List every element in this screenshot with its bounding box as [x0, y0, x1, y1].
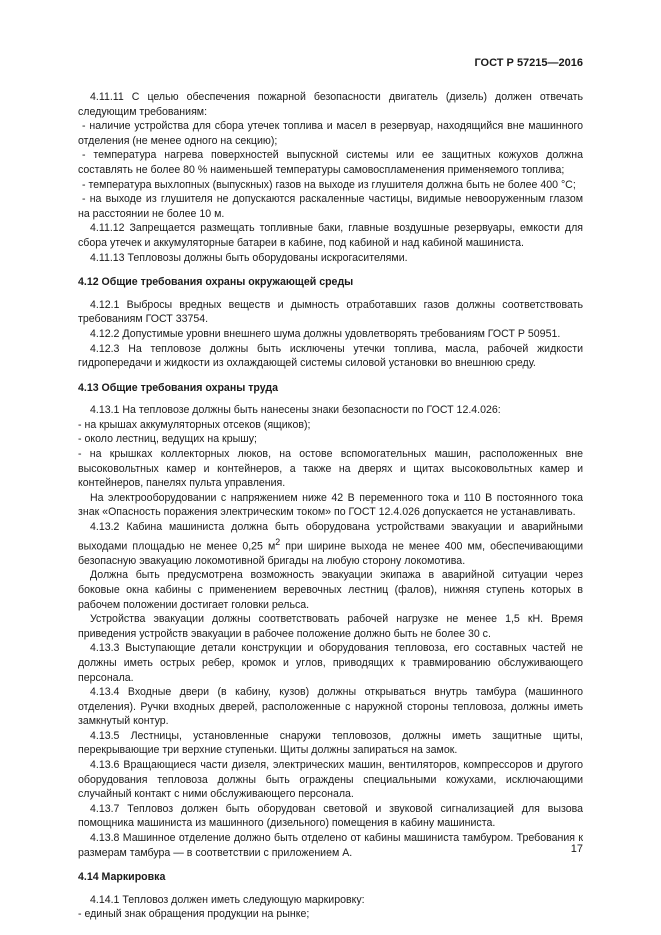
- paragraph: 4.13.7 Тепловоз должен быть оборудован световой и звуковой сигнализацией для вызова помощника машиниста из машинного (дизельного) помещения в кабину машиниста.: [78, 802, 583, 830]
- paragraph: 4.13.5 Лестницы, установленные снаружи тепловозов, должны иметь защитные щиты, перекрывающие три верхние ступеньки. Щиты должны запираться на замок.: [78, 729, 583, 757]
- list-item: - около лестниц, ведущих на крышу;: [78, 433, 257, 446]
- paragraph: 4.14.1 Тепловоз должен иметь следующую маркировку:: [90, 893, 365, 906]
- paragraph: 4.13.6 Вращающиеся части дизеля, электрических машин, вентиляторов, компрессоров и другого оборудования тепловоза должны быть ограждены специальными кожухами, исключающими случайный контакт с ними обслуживающего персонала.: [78, 759, 583, 801]
- list-item: - температура выхлопных (выпускных) газов на выходе из глушителя должна быть не более 400 °C;: [82, 178, 576, 191]
- list-item: - на выходе из глушителя не допускаются раскаленные частицы, видимые невооруженным глазом на расстоянии не более 10 м.: [78, 193, 583, 220]
- paragraph: 4.11.11 С целью обеспечения пожарной безопасности двигатель (дизель) должен отвечать следующим требованиям:: [78, 91, 583, 118]
- paragraph: 4.12.1 Выбросы вредных веществ и дымность отработавших газов должны соответствовать требованиям ГОСТ 33754.: [78, 298, 583, 326]
- paragraph: [78, 520, 583, 568]
- paragraph: 4.11.13 Тепловозы должны быть оборудованы искрогасителями.: [90, 251, 408, 264]
- text-run: 4.13.2 Кабина машиниста должна быть оборудована устройствами эвакуации и аварийными выходами площадью не менее 0,25 м: [78, 521, 583, 553]
- section-heading: 4.13 Общие требования охраны труда: [78, 381, 278, 394]
- superscript: 2: [275, 536, 281, 547]
- list-item: - единый знак обращения продукции на рынке;: [78, 908, 310, 921]
- paragraph: 4.12.3 На тепловозе должны быть исключены утечки топлива, масла, рабочей жидкости гидропередачи и жидкости из охлаждающей системы силовой установки во внешнюю среду.: [78, 342, 583, 370]
- list-item: - температура нагрева поверхностей выпускной системы или ее защитных кожухов должна составлять не более 80 % наименьшей температуры самовоспламенения применяемого топлива;: [78, 149, 583, 176]
- section-heading: 4.12 Общие требования охраны окружающей среды: [78, 276, 354, 289]
- paragraph: 4.13.1 На тепловозе должны быть нанесены знаки безопасности по ГОСТ 12.4.026:: [90, 404, 501, 417]
- paragraph: 4.12.2 Допустимые уровни внешнего шума должны удовлетворять требованиям ГОСТ Р 50951.: [90, 327, 561, 340]
- list-item: - наличие устройства для сбора утечек топлива и масел в резервуар, находящийся вне машинного отделения (не менее одного на секцию);: [78, 120, 583, 147]
- page-number: 17: [570, 843, 583, 855]
- page-content: [78, 90, 583, 922]
- paragraph: Устройства эвакуации должны соответствовать рабочей нагрузке не менее 1,5 кН. Время приведения устройств эвакуации в рабочее положение должно быть не более 30 с.: [78, 613, 583, 640]
- text-run: при ширине выхода не менее 400 мм, обеспечивающими безопасную эвакуацию локомотивной бригады на любую сторону локомотива.: [78, 540, 583, 567]
- paragraph: На электрооборудовании с напряжением ниже 42 В переменного тока и 110 В постоянного тока знак «Опасность поражения электрическим током» по ГОСТ 12.4.026 допускается не устанавливать.: [78, 491, 583, 519]
- paragraph: 4.13.8 Машинное отделение должно быть отделено от кабины машиниста тамбуром. Требования к размерам тамбура — в соответствии с приложением А.: [78, 832, 583, 859]
- list-item: - на крышках коллекторных люков, на остове вспомогательных машин, расположенных вне высоковольтных камер и контейнеров, а также на дверях и щитах высоковольтных камер и контейнеров, панелях пульта управления.: [78, 448, 583, 490]
- paragraph: Должна быть предусмотрена возможность эвакуации экипажа в аварийной ситуации через боковые окна кабины с применением веревочных лестниц (фалов), нижняя ступень которых в рабочем положении достигает головки рельса.: [78, 569, 583, 611]
- paragraph: 4.13.4 Входные двери (в кабину, кузов) должны открываться внутрь тамбура (машинного отделения). Ручки входных дверей, расположенные с наружной стороны тепловоза, должны иметь замкнутый контур.: [78, 686, 583, 728]
- document-code: ГОСТ Р 57215—2016: [474, 57, 583, 69]
- list-item: - на крышах аккумуляторных отсеков (ящиков);: [78, 418, 311, 431]
- paragraph: 4.11.12 Запрещается размещать топливные баки, главные воздушные резервуары, емкости для сбора утечек и аккумуляторные батареи в кабине, под кабиной и над кабиной машиниста.: [78, 222, 583, 249]
- section-heading: 4.14 Маркировка: [78, 871, 166, 884]
- paragraph: 4.13.3 Выступающие детали конструкции и оборудования тепловоза, его составных частей не должны иметь острых ребер, кромок и углов, приводящих к травмированию обслуживающего персонала.: [78, 642, 583, 684]
